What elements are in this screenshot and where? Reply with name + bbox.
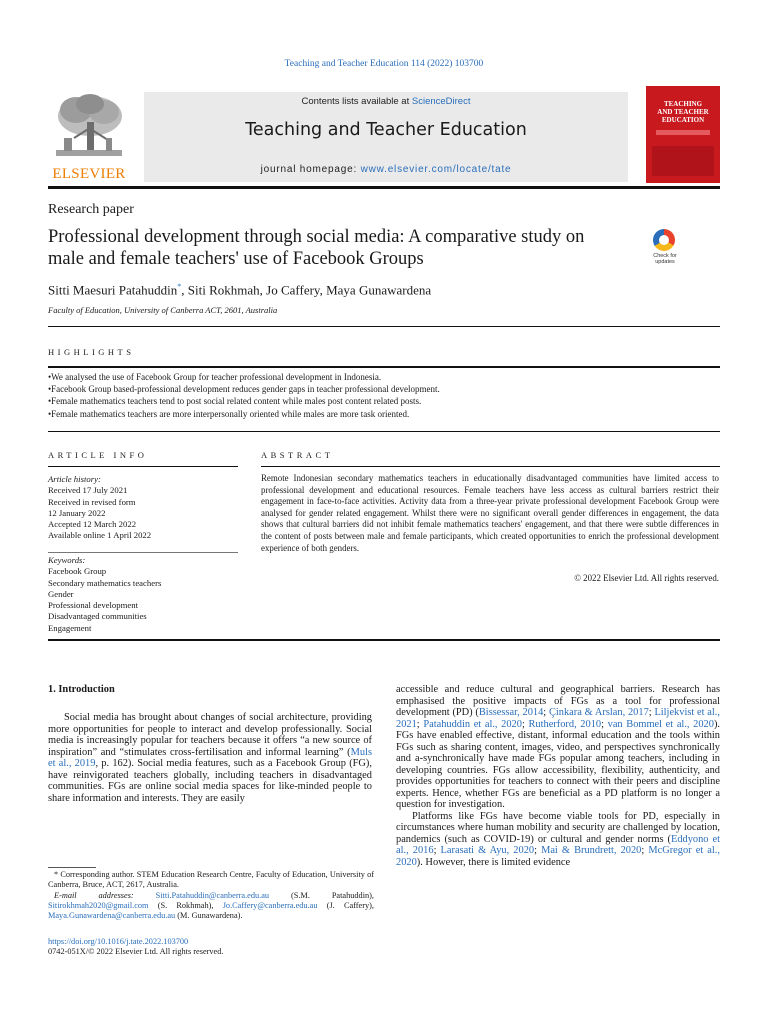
article-title: Professional development through social media: A comparative study on male and female teachers' use of Facebook Groups bbox=[48, 227, 585, 269]
article-history bbox=[48, 474, 238, 542]
divider bbox=[48, 639, 720, 641]
keyword: Gender bbox=[48, 588, 74, 599]
citation-link[interactable]: Eddyono et al., 2016 bbox=[396, 833, 720, 856]
cover-title-line: TEACHING bbox=[663, 100, 703, 108]
homepage-line bbox=[144, 164, 628, 175]
text-run: ; bbox=[433, 845, 441, 856]
abstract-heading: ABSTRACT bbox=[261, 450, 334, 460]
citation-link[interactable]: Muls et al., 2019 bbox=[48, 746, 372, 769]
journal-cover-thumbnail[interactable] bbox=[646, 86, 720, 183]
citation-link[interactable]: van Bommel et al., 2020 bbox=[607, 718, 714, 730]
highlights-heading: HIGHLIGHTS bbox=[48, 347, 135, 357]
list-item: • Female mathematics teachers tend to post social related content while males post content related posts. bbox=[48, 395, 720, 407]
elsevier-tree-icon bbox=[52, 92, 126, 162]
email-link[interactable]: Sitirokhmah2020@gmail.com bbox=[48, 900, 149, 910]
corresponding-note: * Corresponding author. STEM Education Research Centre, Faculty of Education, University of Canberra, Bruce, ACT, 2617, Australia. bbox=[48, 870, 374, 890]
issn-line: 0742-051X/© 2022 Elsevier Ltd. All rights reserved. bbox=[48, 947, 224, 957]
email-link[interactable]: Sitti.Patahuddin@canberra.edu.au bbox=[155, 890, 270, 900]
affiliation: Faculty of Education, University of Canberra ACT, 2601, Australia bbox=[48, 305, 278, 315]
article-type: Research paper bbox=[48, 202, 134, 217]
author-name: Siti Rokhmah bbox=[187, 282, 260, 298]
divider bbox=[48, 366, 720, 368]
list-item: • Female mathematics teachers are more interpersonally oriented while males are more task oriented. bbox=[48, 408, 720, 420]
history-entry: Received 17 July 2021 bbox=[48, 485, 128, 496]
citation-link[interactable]: Mai & Brundrett, 2020 bbox=[541, 845, 642, 856]
divider bbox=[48, 867, 96, 868]
cover-decoration bbox=[656, 130, 710, 135]
text-run: ; bbox=[416, 718, 424, 730]
text-run: ; bbox=[641, 845, 649, 856]
keyword: Engagement bbox=[48, 622, 92, 633]
corresponding-author-mark[interactable]: * bbox=[177, 282, 182, 291]
paragraph bbox=[396, 684, 720, 811]
check-for-updates-button[interactable] bbox=[645, 229, 685, 263]
cover-title-line: AND TEACHER bbox=[657, 108, 709, 116]
sciencedirect-link[interactable]: ScienceDirect bbox=[411, 96, 471, 107]
keyword: Facebook Group bbox=[48, 566, 107, 577]
divider bbox=[48, 326, 720, 327]
masthead bbox=[48, 86, 720, 186]
footer bbox=[48, 937, 223, 958]
doi-link[interactable]: https://doi.org/10.1016/j.tate.2022.103700 bbox=[48, 937, 189, 946]
email-link[interactable]: Maya.Gunawardena@canberra.edu.au bbox=[48, 911, 176, 921]
history-label: Article history: bbox=[48, 474, 101, 484]
keyword: Professional development bbox=[48, 600, 138, 611]
divider bbox=[48, 466, 238, 467]
text-run: ; bbox=[534, 845, 542, 856]
publisher-logo bbox=[48, 92, 130, 184]
journal-banner bbox=[144, 92, 628, 182]
divider bbox=[48, 431, 720, 432]
divider bbox=[48, 552, 238, 553]
history-entry: Accepted 12 March 2022 bbox=[48, 519, 137, 530]
email-link[interactable]: Jo.Caffery@canberra.edu.au bbox=[222, 900, 318, 910]
crossmark-icon bbox=[653, 229, 675, 251]
section-heading: 1. Introduction bbox=[48, 684, 115, 695]
paragraph bbox=[396, 811, 720, 869]
citation-link[interactable]: Çinkara & Arslan, 2017 bbox=[548, 707, 649, 718]
email-label: E-mail addresses: bbox=[54, 890, 134, 900]
text-run: accessible and reduce cultural and geographical barriers. Research has emphasised the positive impacts of FGs as a tool for professional development (PD) ( bbox=[396, 684, 720, 718]
journal-citation[interactable]: Teaching and Teacher Education 114 (2022) 103700 bbox=[284, 59, 484, 69]
list-item: • We analysed the use of Facebook Group for teacher professional development in Indonesia. bbox=[48, 371, 720, 383]
contents-line bbox=[144, 96, 628, 107]
highlights-list bbox=[48, 371, 720, 420]
divider bbox=[48, 186, 720, 189]
text-run: ; bbox=[648, 707, 655, 718]
contents-prefix: Contents lists available at bbox=[301, 96, 412, 107]
citation-link[interactable]: Bissessar, 2014 bbox=[478, 707, 544, 718]
keyword: Secondary mathematics teachers bbox=[48, 577, 162, 588]
keywords-label: Keywords: bbox=[48, 555, 86, 565]
text-run: ; bbox=[543, 707, 549, 718]
footnote bbox=[48, 870, 374, 921]
history-entry: Received in revised form bbox=[48, 496, 136, 507]
author-name: Maya Gunawardena bbox=[326, 282, 432, 298]
citation-link[interactable]: Rutherford, 2010 bbox=[528, 718, 602, 730]
journal-homepage-link[interactable]: www.elsevier.com/locate/tate bbox=[360, 164, 512, 175]
email-owner: (M. Gunawardena). bbox=[177, 911, 243, 921]
text-run: , p. 162). Social media features, such as a Facebook Group (FG), have reinvigorated teachers globally, including teachers in disadvantaged communities. FGs are online social media spaces for like-minded people to share information and interests. They are easily bbox=[48, 758, 372, 804]
text-run: Social media has brought about changes of social architecture, providing more opportunities for people to interact and develop professionally. Social media is increasingly popular for teachers because it offers “a new source of inspiration” and “stimulates cross-fertilisation and informal learning” ( bbox=[48, 712, 372, 758]
list-item: • Facebook Group based-professional development reduces gender gaps in teacher professional development. bbox=[48, 383, 720, 395]
paragraph bbox=[48, 712, 372, 804]
email-owner: (S. Rokhmah) bbox=[157, 900, 212, 910]
citation-link[interactable]: Larasati & Ayu, 2020 bbox=[440, 845, 535, 856]
author-list: Sitti Maesuri Patahuddin*, Siti Rokhmah, Jo Caffery, Maya Gunawardena bbox=[48, 282, 432, 298]
journal-title: Teaching and Teacher Education bbox=[245, 120, 527, 140]
history-entry: 12 January 2022 bbox=[48, 507, 106, 518]
article-info-heading: ARTICLE INFO bbox=[48, 450, 148, 460]
cover-decoration bbox=[652, 146, 714, 176]
author-name: Sitti Maesuri Patahuddin bbox=[48, 282, 178, 298]
divider bbox=[261, 466, 720, 467]
cover-title bbox=[646, 100, 720, 124]
author-name: Jo Caffery bbox=[266, 282, 320, 298]
citation-link[interactable]: Patahuddin et al., 2020 bbox=[423, 718, 522, 730]
homepage-prefix: journal homepage: bbox=[260, 164, 361, 175]
citation-link[interactable]: Liljekvist et al., 2021 bbox=[396, 707, 720, 730]
keyword: Disadvantaged communities bbox=[48, 611, 147, 622]
text-run: Platforms like FGs have become viable tools for PD, especially in circumstances where human mobility and security are challenged by location, pandemics (such as COVID-19) or cultural and gender norms ( bbox=[396, 810, 720, 845]
publisher-wordmark: ELSEVIER bbox=[52, 166, 126, 182]
email-owner: (J. Caffery) bbox=[326, 900, 372, 910]
body-left-column bbox=[48, 712, 372, 804]
text-run: ). However, there is limited evidence bbox=[416, 856, 571, 868]
text-run: ; bbox=[521, 718, 529, 730]
crossmark-label: Check for updates bbox=[653, 253, 677, 265]
text-run: ). FGs have enabled effective, distant, informal education and the tools within FGs such as sharing content, images, video, and perspectives synchronically and a-synchronically have made FGs popular among teachers, including in developing countries. FGs allow accessibility, flexibility, authenticity, and provides opportunities for teachers to connect with their peers and discipline experts. Hence, whether FGs are beneficial as a PD platform is no longer a question for investigation. bbox=[396, 718, 720, 810]
citation-link[interactable]: McGregor et al., 2020 bbox=[396, 845, 720, 868]
body-right-column bbox=[396, 684, 720, 868]
abstract-text: Remote Indonesian secondary mathematics teachers in educationally disadvantaged communities have limited access to professional development and educational resources. Female teachers have less access as cultural barriers restrict their engagement in face-to-face activities. Activity data from a three-year private professional development Facebook Group were analysed for gender related engagement. Whilst there were no significant overall gender differences in engagement, the data shows that cultural barriers did not inhibit female mathematics teachers' engagement, and that there were subtle differences in the content of posts between male and female participants, which created opportunities to enrich the professional development experience of both genders. bbox=[261, 473, 719, 553]
cover-title-line: EDUCATION bbox=[661, 116, 705, 124]
history-entry: Available online 1 April 2022 bbox=[48, 530, 152, 541]
email-addresses: E-mail addresses: Sitti.Patahuddin@canberra.edu.au (S.M. Patahuddin), Sitirokhmah2020@gmail.com (S. Rokhmah), Jo.Caffery@canberra.edu.au (J. Caffery), Maya.Gunawardena@canberra.edu.au (M. Gunawardena). bbox=[48, 890, 374, 921]
text-run: ; bbox=[601, 718, 608, 730]
copyright: © 2022 Elsevier Ltd. All rights reserved. bbox=[574, 573, 719, 583]
keywords bbox=[48, 555, 238, 634]
email-owner: (S.M. Patahuddin) bbox=[290, 890, 372, 900]
